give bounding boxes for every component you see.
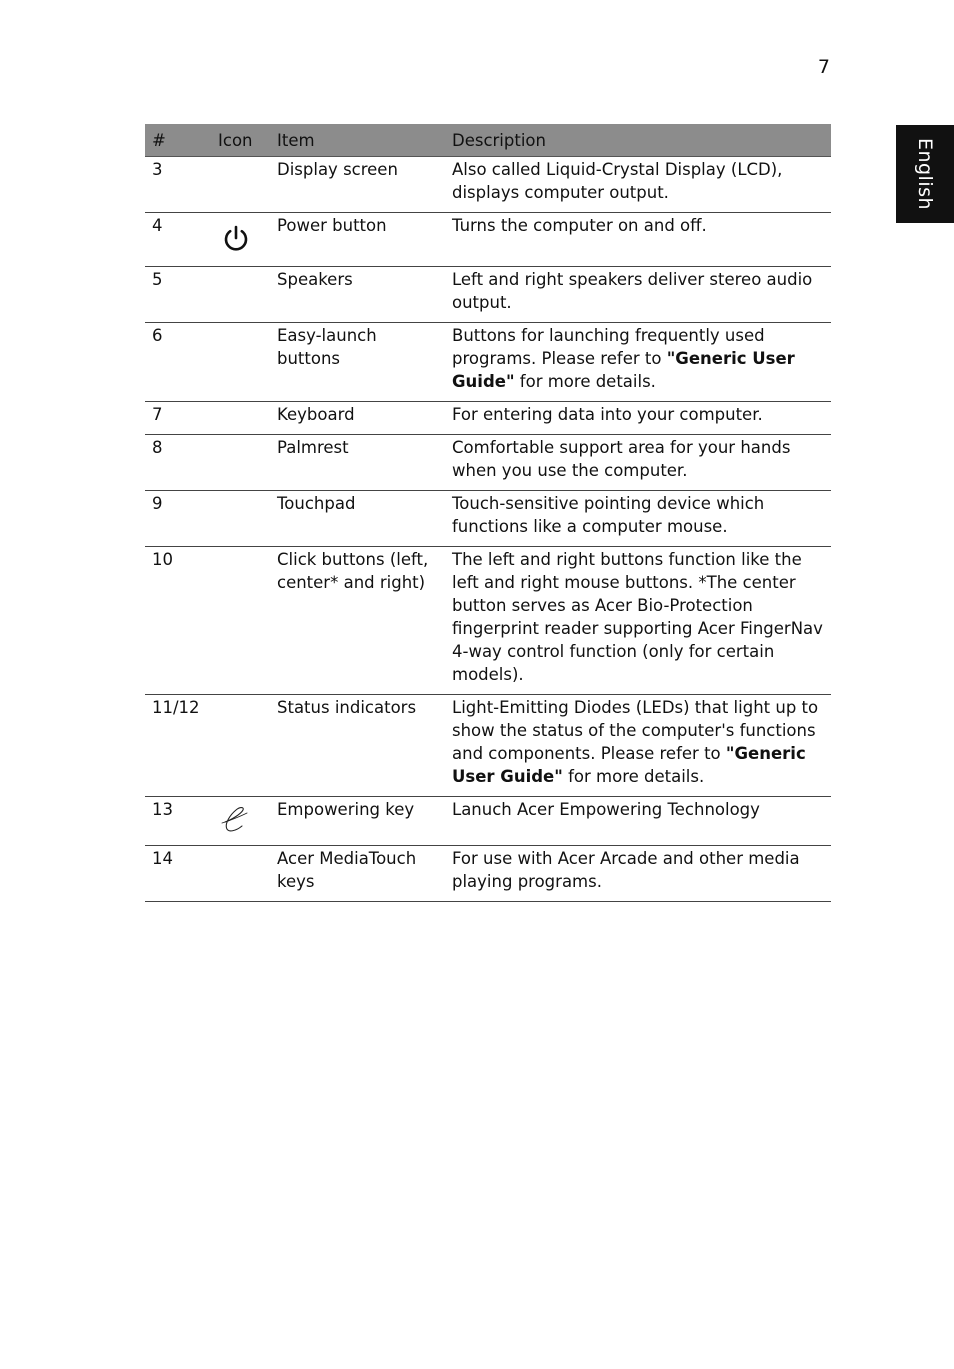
description-text: for more details. <box>562 767 705 786</box>
row-number: 9 <box>145 491 211 547</box>
guide-reference: "Generic User Guide" <box>452 744 806 786</box>
header-item: Item <box>270 124 445 157</box>
table-row <box>145 695 831 797</box>
row-item: Click buttons (left, center* and right) <box>270 547 445 695</box>
row-item: Power button <box>270 213 445 267</box>
row-description: Left and right speakers deliver stereo audio output. <box>445 267 831 323</box>
row-description: The left and right buttons function like the left and right mouse buttons. *The center button serves as Acer Bio-Protection fingerprint reader supporting Acer FingerNav 4-way control function (only for certain models). <box>445 547 831 695</box>
table-row <box>145 547 831 695</box>
row-icon <box>211 213 270 267</box>
table-header-row <box>145 124 831 157</box>
row-item: Empowering key <box>270 797 445 846</box>
row-number: 14 <box>145 846 211 902</box>
row-number: 4 <box>145 213 211 267</box>
row-item: Keyboard <box>270 402 445 435</box>
row-description: For use with Acer Arcade and other media playing programs. <box>445 846 831 902</box>
row-description: Comfortable support area for your hands when you use the computer. <box>445 435 831 491</box>
row-number: 10 <box>145 547 211 695</box>
row-description: Also called Liquid-Crystal Display (LCD), displays computer output. <box>445 157 831 213</box>
row-icon <box>211 695 270 797</box>
row-item: Palmrest <box>270 435 445 491</box>
row-number: 11/12 <box>145 695 211 797</box>
table-row <box>145 213 831 267</box>
description-text: Light-Emitting Diodes (LEDs) that light up to show the status of the computer's functions and components. Please refer to <box>452 698 819 763</box>
empowering-e-icon <box>219 805 251 835</box>
table-row <box>145 435 831 491</box>
row-description: For entering data into your computer. <box>445 402 831 435</box>
table-row <box>145 797 831 846</box>
description-text: for more details. <box>514 372 656 391</box>
power-icon <box>221 223 251 253</box>
row-description <box>445 695 831 797</box>
components-table <box>145 124 831 902</box>
row-icon <box>211 157 270 213</box>
language-tab-label: English <box>914 137 937 211</box>
row-icon <box>211 267 270 323</box>
table-row <box>145 491 831 547</box>
table-row <box>145 267 831 323</box>
header-description: Description <box>445 124 831 157</box>
row-icon <box>211 435 270 491</box>
description-text: Buttons for launching frequently used programs. Please refer to <box>452 326 765 368</box>
row-icon <box>211 323 270 402</box>
header-number: # <box>145 124 211 157</box>
row-description: Lanuch Acer Empowering Technology <box>445 797 831 846</box>
row-item: Acer MediaTouch keys <box>270 846 445 902</box>
row-icon <box>211 547 270 695</box>
table-row <box>145 846 831 902</box>
row-description: Turns the computer on and off. <box>445 213 831 267</box>
language-tab <box>896 125 954 223</box>
row-item: Status indicators <box>270 695 445 797</box>
row-icon <box>211 402 270 435</box>
row-item: Easy-launch buttons <box>270 323 445 402</box>
row-number: 5 <box>145 267 211 323</box>
row-item: Display screen <box>270 157 445 213</box>
row-item: Touchpad <box>270 491 445 547</box>
row-number: 7 <box>145 402 211 435</box>
table-row <box>145 402 831 435</box>
guide-reference: "Generic User Guide" <box>452 349 795 391</box>
row-description <box>445 323 831 402</box>
row-description: Touch-sensitive pointing device which functions like a computer mouse. <box>445 491 831 547</box>
row-number: 13 <box>145 797 211 846</box>
header-icon: Icon <box>211 124 270 157</box>
row-icon <box>211 491 270 547</box>
row-icon <box>211 846 270 902</box>
page-number: 7 <box>817 56 830 78</box>
row-number: 8 <box>145 435 211 491</box>
row-icon <box>211 797 270 846</box>
row-number: 3 <box>145 157 211 213</box>
table-row <box>145 323 831 402</box>
row-item: Speakers <box>270 267 445 323</box>
table-row <box>145 157 831 213</box>
row-number: 6 <box>145 323 211 402</box>
